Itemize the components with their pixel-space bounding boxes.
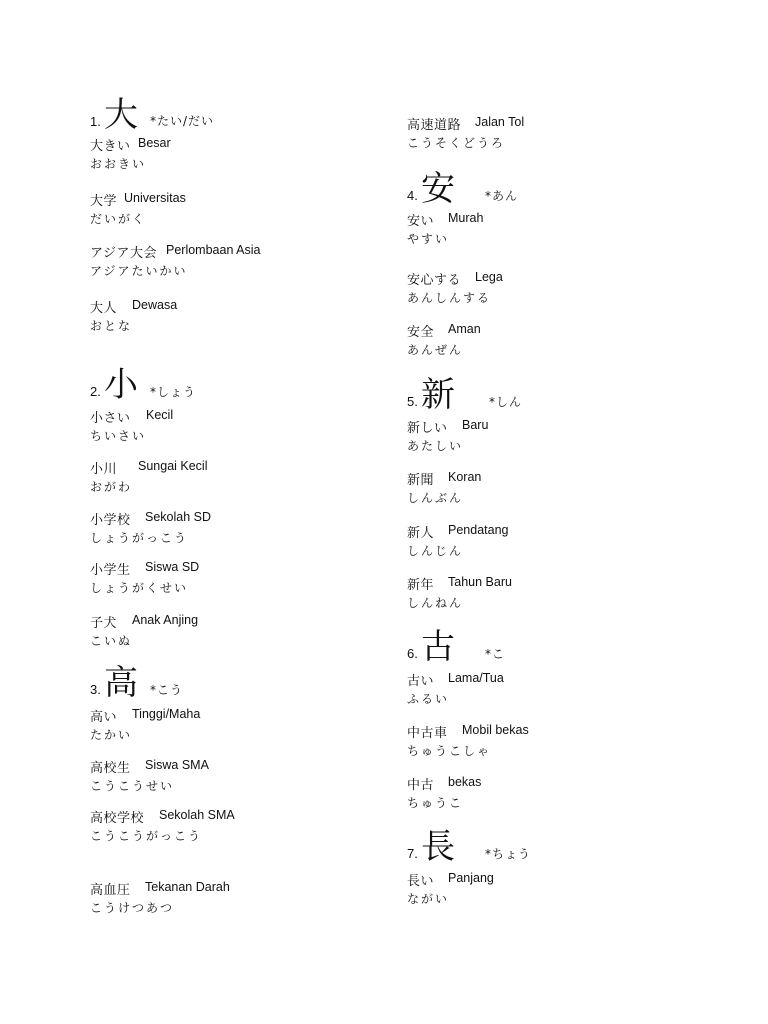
vocab-meaning: Perlombaan Asia — [166, 243, 261, 257]
vocab-word: 高い — [90, 710, 118, 725]
vocab-kana: ちいさい — [90, 429, 147, 443]
kanji-character: 古 — [421, 627, 455, 667]
vocab-kana: おとな — [90, 319, 133, 333]
vocab-word: 新人 — [407, 526, 435, 541]
vocab-word: 小さい — [90, 411, 131, 426]
vocab-word: 新しい — [407, 421, 448, 436]
section-number: 7. — [407, 846, 418, 861]
vocab-meaning: Tinggi/Maha — [132, 707, 201, 721]
kanji-reading: *あん — [485, 189, 519, 203]
vocab-meaning: Universitas — [124, 191, 186, 205]
vocab-meaning: Baru — [462, 418, 489, 432]
vocab-word: 安全 — [407, 325, 435, 340]
vocab-kana: こうこうせい — [90, 779, 175, 793]
vocab-meaning: Sekolah SD — [145, 510, 212, 524]
vocab-meaning: Lega — [475, 270, 503, 284]
kanji-reading: *こ — [485, 647, 506, 661]
vocab-meaning: Koran — [448, 470, 482, 484]
vocab-meaning: Siswa SMA — [145, 758, 209, 772]
vocab-kana: しんじん — [407, 544, 464, 558]
vocab-kana: おおきい — [90, 157, 147, 171]
vocab-word: 高校生 — [90, 761, 131, 776]
vocab-meaning: bekas — [448, 775, 482, 789]
section-number: 6. — [407, 646, 418, 661]
vocab-meaning: Siswa SD — [145, 560, 200, 574]
vocab-kana: こうけつあつ — [90, 901, 175, 915]
vocab-word: 長い — [407, 874, 435, 889]
vocab-word: 新聞 — [407, 473, 435, 488]
section-number: 1. — [90, 114, 101, 129]
vocab-kana: しんぶん — [407, 491, 464, 505]
vocab-meaning: Anak Anjing — [132, 613, 199, 627]
vocab-kana: アジアたいかい — [90, 264, 188, 278]
vocab-word: 高校学校 — [90, 811, 145, 826]
vocab-meaning: Lama/Tua — [448, 671, 504, 685]
vocab-meaning: Aman — [448, 322, 481, 336]
vocab-word: 新年 — [407, 578, 435, 593]
vocab-meaning: Tahun Baru — [448, 575, 512, 589]
vocab-meaning: Panjang — [448, 871, 494, 885]
vocab-kana: ながい — [407, 892, 450, 906]
vocab-word: 中古 — [407, 778, 435, 793]
kanji-character: 新 — [421, 375, 455, 415]
vocab-word: 大人 — [90, 301, 118, 316]
vocab-meaning: Mobil bekas — [462, 723, 529, 737]
vocab-kana: あたしい — [407, 439, 464, 453]
vocab-word: 安い — [407, 214, 435, 229]
vocab-kana: こうこうがっこう — [90, 829, 203, 843]
vocab-word: 中古車 — [407, 726, 448, 741]
vocab-meaning: Dewasa — [132, 298, 178, 312]
kanji-reading: *しょう — [150, 385, 197, 399]
section-number: 5. — [407, 394, 418, 409]
vocab-word: 小川 — [90, 462, 118, 477]
kanji-character: 小 — [104, 365, 138, 405]
vocab-kana: ちゅうこ — [407, 796, 464, 810]
vocab-word: 大きい — [90, 139, 131, 154]
vocab-kana: おがわ — [90, 480, 133, 494]
vocab-word: 子犬 — [90, 616, 118, 631]
vocab-meaning: Murah — [448, 211, 484, 225]
vocab-meaning: Jalan Tol — [475, 115, 525, 129]
kanji-reading: *しん — [489, 395, 523, 409]
kanji-character: 安 — [421, 169, 455, 209]
kanji-character: 長 — [421, 827, 455, 867]
vocab-kana: だいがく — [90, 212, 147, 226]
kanji-character: 高 — [104, 663, 138, 703]
vocab-kana: しょうがっこう — [90, 531, 189, 545]
vocab-kana: たかい — [90, 728, 133, 742]
vocab-word: 小学校 — [90, 513, 131, 528]
vocab-kana: あんしんする — [407, 291, 492, 305]
vocab-word: 古い — [407, 674, 435, 689]
kanji-reading: *こう — [150, 683, 184, 697]
vocab-meaning: Kecil — [146, 408, 174, 422]
vocab-word: 高速道路 — [407, 118, 462, 133]
vocab-word: 小学生 — [90, 563, 131, 578]
kanji-reading: *ちょう — [485, 847, 532, 861]
vocab-kana: あんぜん — [407, 343, 464, 357]
vocab-kana: しんねん — [407, 596, 464, 610]
vocab-kana: こいぬ — [90, 634, 133, 648]
vocab-word: 安心する — [407, 273, 462, 288]
kanji-reading: *たい/だい — [150, 114, 215, 128]
vocab-word: 高血圧 — [90, 883, 131, 898]
kanji-character: 大 — [104, 95, 138, 135]
section-number: 2. — [90, 384, 101, 399]
vocab-meaning: Sekolah SMA — [159, 808, 235, 822]
section-number: 3. — [90, 682, 101, 697]
vocab-kana: やすい — [407, 232, 450, 246]
vocab-meaning: Besar — [138, 136, 171, 150]
vocab-kana: しょうがくせい — [90, 581, 189, 595]
vocab-kana: こうそくどうろ — [407, 136, 506, 150]
vocab-meaning: Sungai Kecil — [138, 459, 208, 473]
vocab-meaning: Tekanan Darah — [145, 880, 230, 894]
vocab-word: 大学 — [90, 194, 118, 209]
vocab-kana: ふるい — [407, 692, 450, 706]
vocab-word: アジア大会 — [90, 246, 157, 261]
vocab-meaning: Pendatang — [448, 523, 509, 537]
section-number: 4. — [407, 188, 418, 203]
vocab-kana: ちゅうこしゃ — [407, 744, 492, 758]
